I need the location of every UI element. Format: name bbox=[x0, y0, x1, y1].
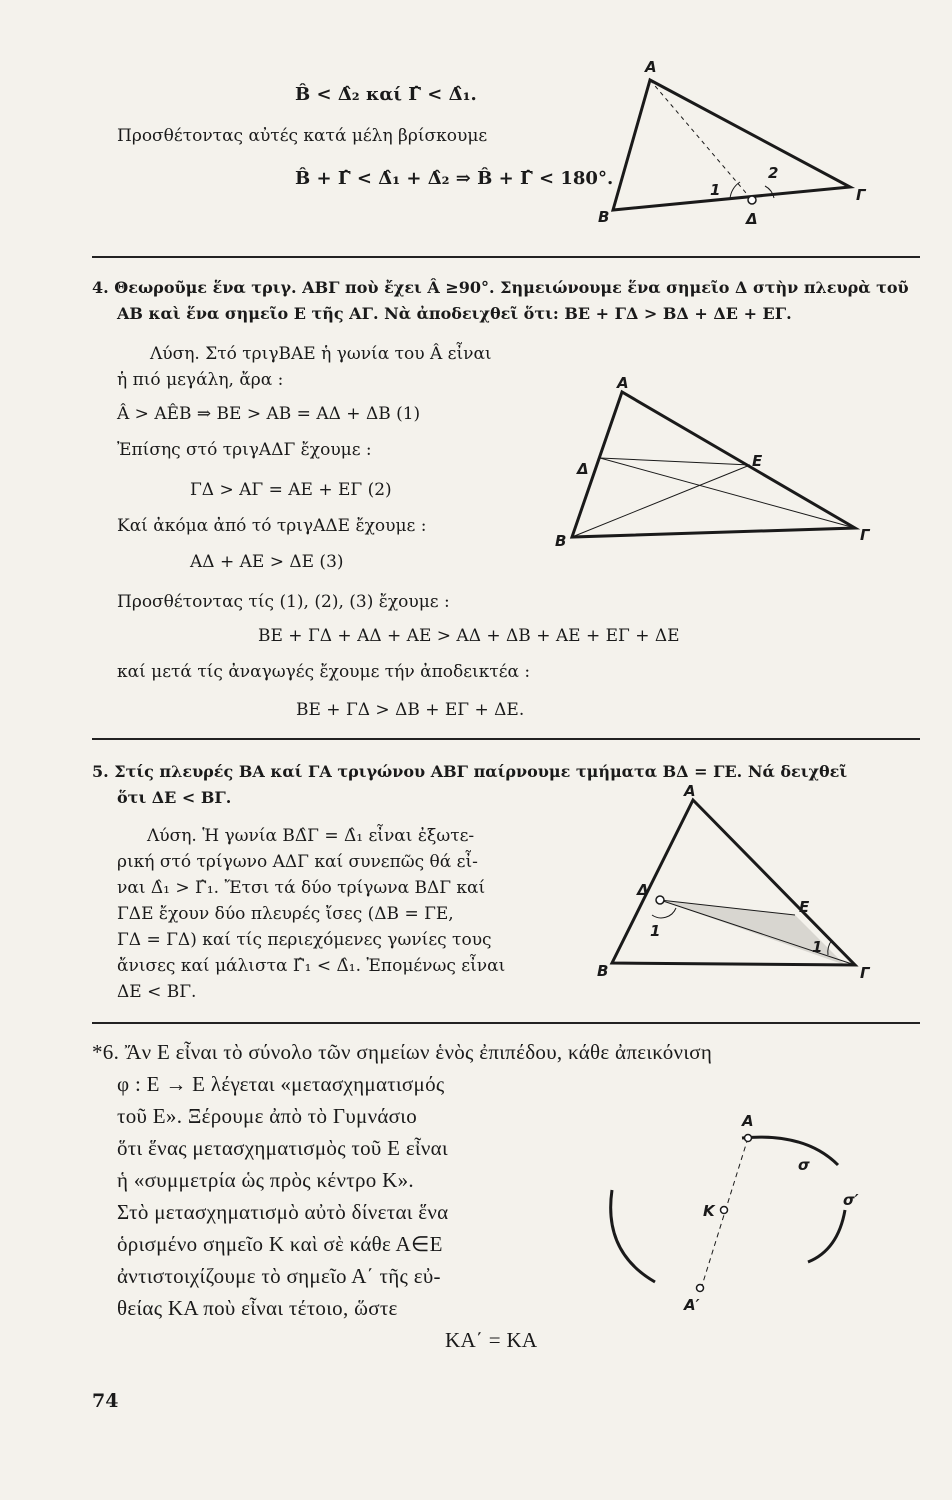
exercise-5-statement-2: ὅτι ΔΕ < ΒΓ. bbox=[117, 788, 232, 807]
inequality-1: B̂ < Δ̂₂ καί Γ̂ < Δ̂₁. bbox=[295, 84, 477, 105]
label-A: A bbox=[684, 782, 696, 800]
label-Delta: Δ bbox=[637, 881, 649, 899]
exercise-6-line: ἡ «συμμετρία ὡς πρὸς κέντρο Κ». bbox=[117, 1168, 414, 1192]
solution-line: ναι Δ̂₁ > Γ̂₁. Ἔτσι τά δύο τρίγωνα ΒΔΓ καί bbox=[117, 878, 486, 898]
exercise-6-line: ὅτι ἕνας μετασχηματισμὸς τοῦ Ε εἶναι bbox=[117, 1136, 448, 1160]
label-Gamma: Γ bbox=[860, 964, 870, 982]
text-line: Προσθέτοντας τίς (1), (2), (3) ἔχουμε : bbox=[117, 592, 450, 612]
label-sigma: σ bbox=[798, 1156, 810, 1174]
label-E: E bbox=[799, 898, 810, 916]
exercise-6-line: τοῦ Ε». Ξέρουμε ἀπὸ τὸ Γυμνάσιο bbox=[117, 1104, 418, 1128]
solution-line: ΓΔΕ ἔχουν δύο πλευρές ἴσες (ΔΒ = ΓΕ, bbox=[117, 904, 454, 924]
label-Delta: Δ bbox=[577, 460, 589, 478]
exercise-4-statement: 4. Θεωροῦμε ἕνα τριγ. ΑΒΓ ποὺ ἔχει Â ≥90°. Σημειώνουμε ἕνα σημεῖο Δ στὴν πλευρὰ τοῦ bbox=[92, 278, 909, 297]
text-line: καί μετά τίς ἀναγωγές ἔχουμε τήν ἀποδεικτέα : bbox=[117, 662, 531, 682]
label-1: 1 bbox=[650, 922, 661, 940]
equation-4: BE + ΓΔ + AΔ + AE > AΔ + ΔB + AE + EΓ + ΔE bbox=[258, 626, 680, 646]
text-line: Ἐπίσης στό τριγΑΔΓ ἔχουμε : bbox=[117, 440, 372, 460]
label-sigma-prime: σ′ bbox=[843, 1191, 859, 1209]
equation-3: AΔ + AE > ΔE (3) bbox=[190, 552, 344, 572]
equation-2: ΓΔ > AΓ = AE + EΓ (2) bbox=[190, 480, 392, 500]
label-Delta: Δ bbox=[746, 210, 758, 228]
label-Gamma: Γ bbox=[860, 526, 870, 544]
equation-1: Â > AÊB ⇒ BE > AB = AΔ + ΔB (1) bbox=[117, 404, 421, 424]
solution-line: ἄνισες καί μάλιστα Γ̂₁ < Δ̂₁. Ἐπομένως εἶναι bbox=[117, 956, 506, 976]
exercise-6-line: ὁρισμένο σημεῖο Κ καὶ σὲ κάθε Α∈Ε bbox=[117, 1232, 443, 1256]
solution-line: ρική στό τρίγωνο ΑΔΓ καί συνεπῶς θά εἶ- bbox=[117, 852, 478, 872]
label-K: K bbox=[703, 1202, 715, 1220]
label-A: A bbox=[645, 58, 657, 76]
label-1: 1 bbox=[710, 181, 721, 199]
text-line: Καί ἀκόμα ἀπό τό τριγΑΔΕ ἔχουμε : bbox=[117, 516, 427, 536]
label-A-prime: A′ bbox=[684, 1296, 700, 1314]
label-1: 1 bbox=[812, 938, 823, 956]
label-B: B bbox=[555, 532, 567, 550]
exercise-5-statement: 5. Στίς πλευρές ΒΑ καί ΓΑ τριγώνου ΑΒΓ παίρνουμε τμήματα ΒΔ = ΓΕ. Νά δειχθεῖ bbox=[92, 762, 848, 781]
label-E: E bbox=[752, 452, 763, 470]
inequality-2: B̂ + Γ̂ < Δ̂₁ + Δ̂₂ ⇒ B̂ + Γ̂ < 180°. bbox=[295, 168, 614, 189]
label-2: 2 bbox=[768, 164, 779, 182]
label-A: A bbox=[742, 1112, 754, 1130]
exercise-4-statement-2: ΑΒ καὶ ἕνα σημεῖο Ε τῆς ΑΓ. Νὰ ἀποδειχθεῖ ὅτι: ΒΕ + ΓΔ > ΒΔ + ΔΕ + ΕΓ. bbox=[117, 304, 792, 323]
solution-line: ΓΔ = ΓΔ) καί τίς περιεχόμενες γωνίες τους bbox=[117, 930, 492, 950]
exercise-6-line: φ : Ε → Ε λέγεται «μετασχηματισμός bbox=[117, 1072, 445, 1096]
solution-text: Λύση. Στό τριγΒΑΕ ἡ γωνία του Â εἶναι bbox=[150, 344, 492, 364]
exercise-6-line: Στὸ μετασχηματισμὸ αὐτὸ δίνεται ἕνα bbox=[117, 1200, 449, 1224]
label-B: B bbox=[597, 962, 609, 980]
exercise-6-line: θείας ΚΑ ποὺ εἶναι τέτοιο, ὥστε bbox=[117, 1296, 398, 1320]
solution-line: ΔΕ < ΒΓ. bbox=[117, 982, 197, 1002]
label-A: A bbox=[617, 374, 629, 392]
text-line: Προσθέτοντας αὐτές κατά μέλη βρίσκουμε bbox=[117, 126, 488, 146]
equation-5: BE + ΓΔ > ΔB + EΓ + ΔE. bbox=[296, 700, 525, 720]
solution-text: ἡ πιό μεγάλη, ἄρα : bbox=[117, 370, 284, 390]
equation-symmetry: ΚΑ΄ = ΚΑ bbox=[445, 1328, 538, 1352]
label-B: B bbox=[598, 208, 610, 226]
exercise-6-statement: *6. Ἄν Ε εἶναι τὸ σύνολο τῶν σημείων ἑνὸς ἐπιπέδου, κάθε ἀπεικόνιση bbox=[92, 1040, 713, 1064]
page-number: 74 bbox=[92, 1390, 119, 1412]
exercise-6-line: ἀντιστοιχίζουμε τὸ σημεῖο Α΄ τῆς εὐ- bbox=[117, 1264, 441, 1288]
solution-line: Λύση. Ἡ γωνία BΔ̂Γ = Δ̂₁ εἶναι ἐξωτε- bbox=[147, 826, 475, 846]
label-Gamma: Γ bbox=[856, 186, 866, 204]
